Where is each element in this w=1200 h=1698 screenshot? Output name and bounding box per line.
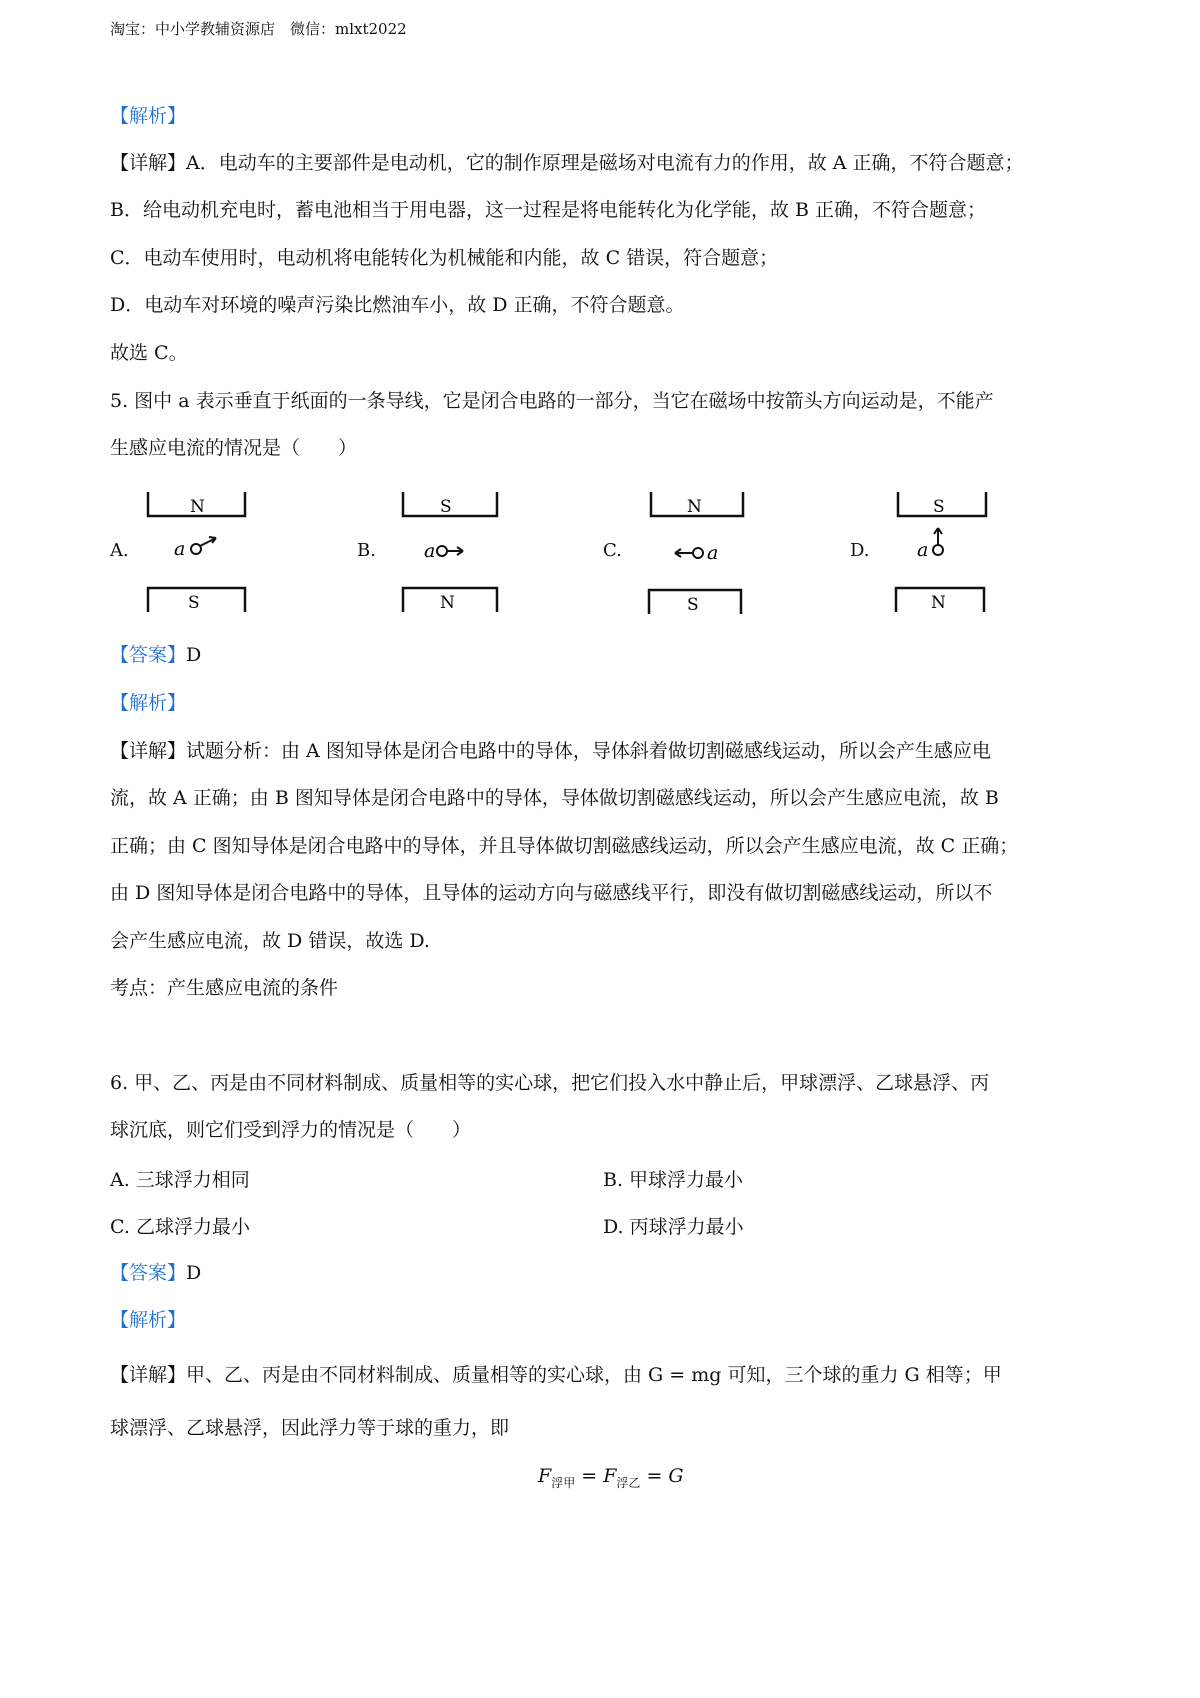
q4-line-4: D．电动车对环境的噪声污染比燃油车小，故 D 正确，不符合题意。 — [110, 294, 685, 316]
q5-fig-c-bottom-pole: S — [687, 595, 699, 615]
q4-jiexi-tag: 【解析】 — [110, 105, 187, 127]
formula-sub2: 浮乙 — [616, 1475, 641, 1490]
q6-detail-line-1 — [110, 1362, 1002, 1388]
formula-eq1: = — [575, 1465, 604, 1487]
q5-fig-c-conductor — [693, 548, 703, 558]
q5-xiangjie-tag: 【详解】 — [110, 740, 187, 762]
q5-detail-5: 会产生感应电流，故 D 错误，故选 D. — [110, 930, 430, 952]
q5-fig-a-top-pole: N — [190, 497, 205, 517]
q4-line-1: A．电动车的主要部件是电动机，它的制作原理是磁场对电流有力的作用，故 A 正确，不符合题意； — [186, 152, 1024, 174]
q6-detail-2: 球漂浮、乙球悬浮，因此浮力等于球的重力，即 — [110, 1417, 510, 1439]
q6-option-b: B. 甲球浮力最小 — [603, 1169, 744, 1191]
q5-stem-2: 生感应电流的情况是（ ） — [110, 437, 358, 459]
q4-line-5: 故选 C。 — [110, 342, 188, 364]
q5-fig-d-label: D. — [850, 540, 870, 561]
q5-figure-d — [890, 490, 1010, 615]
q5-fig-b-arrow — [447, 547, 463, 555]
q5-fig-c-label: C. — [603, 540, 622, 561]
q5-stem-1: 5. 图中 a 表示垂直于纸面的一条导线，它是闭合电路的一部分，当它在磁场中按箭头方向运动是，不能产 — [110, 390, 994, 412]
q5-fig-a-bottom-pole: S — [188, 593, 200, 613]
q5-answer-value: D — [186, 644, 202, 666]
q5-detail-1: 试题分析：由 A 图知导体是闭合电路中的导体，导体斜着做切割磁感线运动，所以会产生感应电 — [186, 740, 991, 762]
q5-figure-a — [140, 490, 260, 615]
q6-option-c: C. 乙球浮力最小 — [110, 1216, 250, 1238]
buoyancy-formula — [538, 1465, 684, 1491]
q6-jiexi-tag: 【解析】 — [110, 1309, 187, 1331]
page-header: 淘宝：中小学教辅资源店 微信：mlxt2022 — [110, 20, 407, 38]
q6-stem-1: 6. 甲、乙、丙是由不同材料制成、质量相等的实心球，把它们投入水中静止后，甲球漂浮、乙球悬浮、丙 — [110, 1072, 990, 1094]
q6-answer-value: D — [186, 1262, 202, 1284]
q5-detail-line-1 — [110, 738, 1100, 764]
q4-line-2: B．给电动机充电时，蓄电池相当于用电器，这一过程是将电能转化为化学能，故 B 正确，不符合题意； — [110, 199, 987, 221]
q5-answer-tag: 【答案】 — [110, 644, 187, 666]
q4-detail-line-1 — [110, 150, 1024, 176]
q5-fig-a-wire: a — [174, 538, 186, 560]
q5-fig-b-label: B. — [357, 540, 376, 561]
q5-figure-c — [645, 490, 765, 615]
q5-fig-b-top-pole: S — [440, 497, 452, 517]
q5-fig-d-top-pole: S — [933, 497, 945, 517]
q5-fig-d-wire: a — [917, 539, 929, 561]
q5-fig-d-arrow — [934, 528, 942, 545]
q5-detail-4: 由 D 图知导体是闭合电路中的导体，且导体的运动方向与磁感线平行，即没有做切割磁感线运动，所以不 — [110, 882, 993, 904]
q5-fig-a-arrow — [200, 537, 216, 546]
q6-xiangjie-tag: 【详解】 — [110, 1364, 187, 1386]
q5-figure-b — [395, 490, 515, 615]
q5-fig-c-top-pole: N — [687, 497, 702, 517]
q5-detail-2: 流，故 A 正确；由 B 图知导体是闭合电路中的导体，导体做切割磁感线运动，所以会产生感应电流，故 B — [110, 787, 999, 809]
q5-detail-3: 正确；由 C 图知导体是闭合电路中的导体，并且导体做切割磁感线运动，所以会产生感应电流，故 C 正确； — [110, 835, 1019, 857]
q6-detail-1: 甲、乙、丙是由不同材料制成、质量相等的实心球，由 G = mg 可知，三个球的重力 G 相等；甲 — [186, 1364, 1002, 1386]
q5-fig-c-arrow — [675, 549, 693, 557]
formula-sub1: 浮甲 — [551, 1475, 576, 1490]
q5-fig-a-label: A. — [110, 540, 129, 561]
q5-fig-d-conductor — [933, 545, 943, 555]
q5-answer — [110, 642, 201, 668]
q5-jiexi-tag: 【解析】 — [110, 692, 187, 714]
q5-fig-a-conductor — [191, 544, 201, 554]
formula-eq2: = — [640, 1465, 669, 1487]
q6-option-d: D. 丙球浮力最小 — [603, 1216, 744, 1238]
q6-stem-2: 球沉底，则它们受到浮力的情况是（ ） — [110, 1119, 472, 1141]
q6-answer — [110, 1260, 201, 1286]
q4-xiangjie-tag: 【详解】 — [110, 152, 187, 174]
q5-fig-b-wire: a — [424, 540, 436, 562]
formula-f1: F — [538, 1465, 552, 1487]
q4-line-3: C．电动车使用时，电动机将电能转化为机械能和内能，故 C 错误，符合题意； — [110, 247, 779, 269]
q5-fig-c-wire: a — [707, 542, 719, 564]
q5-fig-b-bottom-pole: N — [440, 593, 455, 613]
q5-fig-b-conductor — [437, 546, 447, 556]
q5-kaodian: 考点：产生感应电流的条件 — [110, 977, 339, 999]
q6-option-a: A. 三球浮力相同 — [110, 1169, 250, 1191]
q5-fig-d-bottom-pole: N — [931, 593, 946, 613]
formula-g: G — [668, 1465, 684, 1487]
q6-answer-tag: 【答案】 — [110, 1262, 187, 1284]
formula-f2: F — [603, 1465, 617, 1487]
